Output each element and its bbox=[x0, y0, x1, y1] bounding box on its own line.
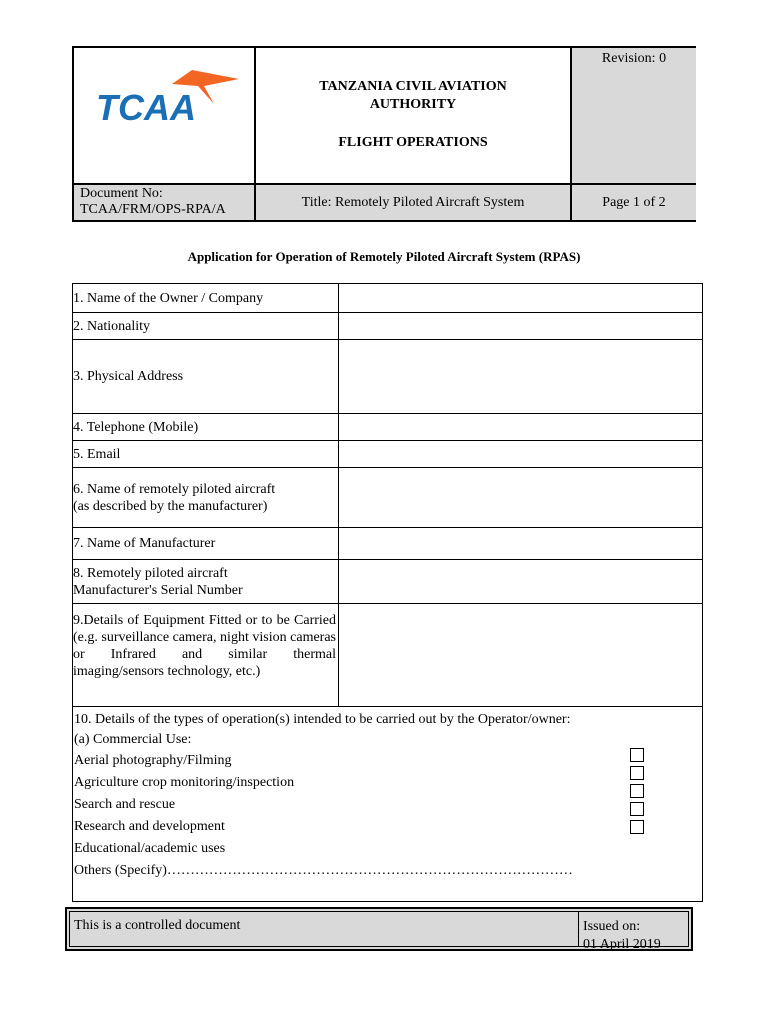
logo-text: TCAA bbox=[96, 87, 196, 128]
aerial-photography-checkbox[interactable] bbox=[630, 748, 644, 762]
field-label bbox=[73, 560, 339, 603]
revision-text: Revision: 0 bbox=[601, 51, 667, 66]
field-label: 2. Nationality bbox=[73, 313, 339, 339]
serial-number-field[interactable] bbox=[339, 560, 702, 603]
field-label: 1. Name of the Owner / Company bbox=[73, 284, 339, 312]
email-field[interactable] bbox=[339, 441, 702, 467]
telephone-field[interactable] bbox=[339, 414, 702, 440]
operations-intro: 10. Details of the types of operation(s) intended to be carried out by the Operator/owner: bbox=[74, 712, 571, 727]
field-label: 3. Physical Address bbox=[73, 340, 339, 413]
revision-cell bbox=[572, 48, 696, 185]
field-row-owner bbox=[73, 284, 702, 313]
agriculture-checkbox[interactable] bbox=[630, 766, 644, 780]
doc-label: Document No: bbox=[80, 186, 163, 201]
field-label: 7. Name of Manufacturer bbox=[73, 528, 339, 559]
authority-line2: AUTHORITY bbox=[369, 97, 457, 112]
field-label: 4. Telephone (Mobile) bbox=[73, 414, 339, 440]
research-checkbox[interactable] bbox=[630, 802, 644, 816]
operations-subheading: (a) Commercial Use: bbox=[74, 732, 192, 747]
document-title: Title: Remotely Piloted Aircraft System bbox=[301, 194, 525, 210]
controlled-note: This is a controlled document bbox=[74, 918, 241, 933]
doc-number: TCAA/FRM/OPS-RPA/A bbox=[80, 202, 226, 217]
field-row-email bbox=[73, 441, 702, 468]
field-label bbox=[73, 468, 339, 527]
document-title-cell bbox=[256, 185, 572, 220]
option-label: Educational/academic uses bbox=[74, 841, 226, 856]
manufacturer-field[interactable] bbox=[339, 528, 702, 559]
field-label: 5. Email bbox=[73, 441, 339, 467]
authority-title-cell bbox=[256, 48, 572, 185]
field-label-line1: 8. Remotely piloted aircraft bbox=[73, 565, 228, 581]
application-form bbox=[72, 283, 703, 902]
option-label: Research and development bbox=[74, 819, 225, 834]
option-label: Agriculture crop monitoring/inspection bbox=[74, 775, 295, 790]
tcaa-logo bbox=[94, 66, 244, 136]
field-label: 9.Details of Equipment Fitted or to be Carried (e.g. surveillance camera, night vision cameras or Infrared and similar thermal imaging/sensors technology, etc.) bbox=[73, 604, 339, 706]
option-label: Aerial photography/Filming bbox=[74, 753, 232, 768]
issued-label: Issued on: bbox=[583, 919, 641, 934]
owner-name-field[interactable] bbox=[339, 284, 702, 312]
field-row-aircraft-name bbox=[73, 468, 702, 528]
issued-date: 01 April 2019 bbox=[583, 937, 661, 952]
field-row-nationality bbox=[73, 313, 702, 340]
footer-inner bbox=[69, 911, 689, 952]
field-row-manufacturer bbox=[73, 528, 702, 560]
page-number: Page 1 of 2 bbox=[602, 194, 666, 210]
document-header bbox=[72, 46, 696, 222]
footer-divider bbox=[578, 912, 579, 946]
page-number-cell bbox=[572, 185, 696, 220]
form-heading: Application for Operation of Remotely Piloted Aircraft System (RPAS) bbox=[187, 249, 581, 264]
field-label-line2: Manufacturer's Serial Number bbox=[73, 582, 243, 598]
search-rescue-checkbox[interactable] bbox=[630, 784, 644, 798]
field-row-equipment bbox=[73, 604, 702, 707]
field-row-address bbox=[73, 340, 702, 414]
others-specify[interactable]: Others (Specify)…………………………………………………………………………… bbox=[74, 863, 573, 878]
authority-line1: TANZANIA CIVIL AVIATION bbox=[319, 79, 507, 94]
field-row-serial bbox=[73, 560, 702, 604]
nationality-field[interactable] bbox=[339, 313, 702, 339]
aircraft-name-field[interactable] bbox=[339, 468, 702, 527]
field-label-line2: (as described by the manufacturer) bbox=[73, 498, 268, 514]
option-label: Search and rescue bbox=[74, 797, 176, 812]
issued-block bbox=[583, 918, 661, 954]
equipment-details-field[interactable] bbox=[339, 604, 702, 706]
educational-checkbox[interactable] bbox=[630, 820, 644, 834]
document-number-cell bbox=[74, 185, 256, 220]
field-label-line1: 6. Name of remotely piloted aircraft bbox=[73, 481, 276, 497]
department-title: FLIGHT OPERATIONS bbox=[338, 135, 488, 150]
logo-cell bbox=[74, 48, 256, 185]
document-footer bbox=[65, 907, 693, 951]
field-row-telephone bbox=[73, 414, 702, 441]
operations-section bbox=[73, 707, 702, 901]
physical-address-field[interactable] bbox=[339, 340, 702, 413]
